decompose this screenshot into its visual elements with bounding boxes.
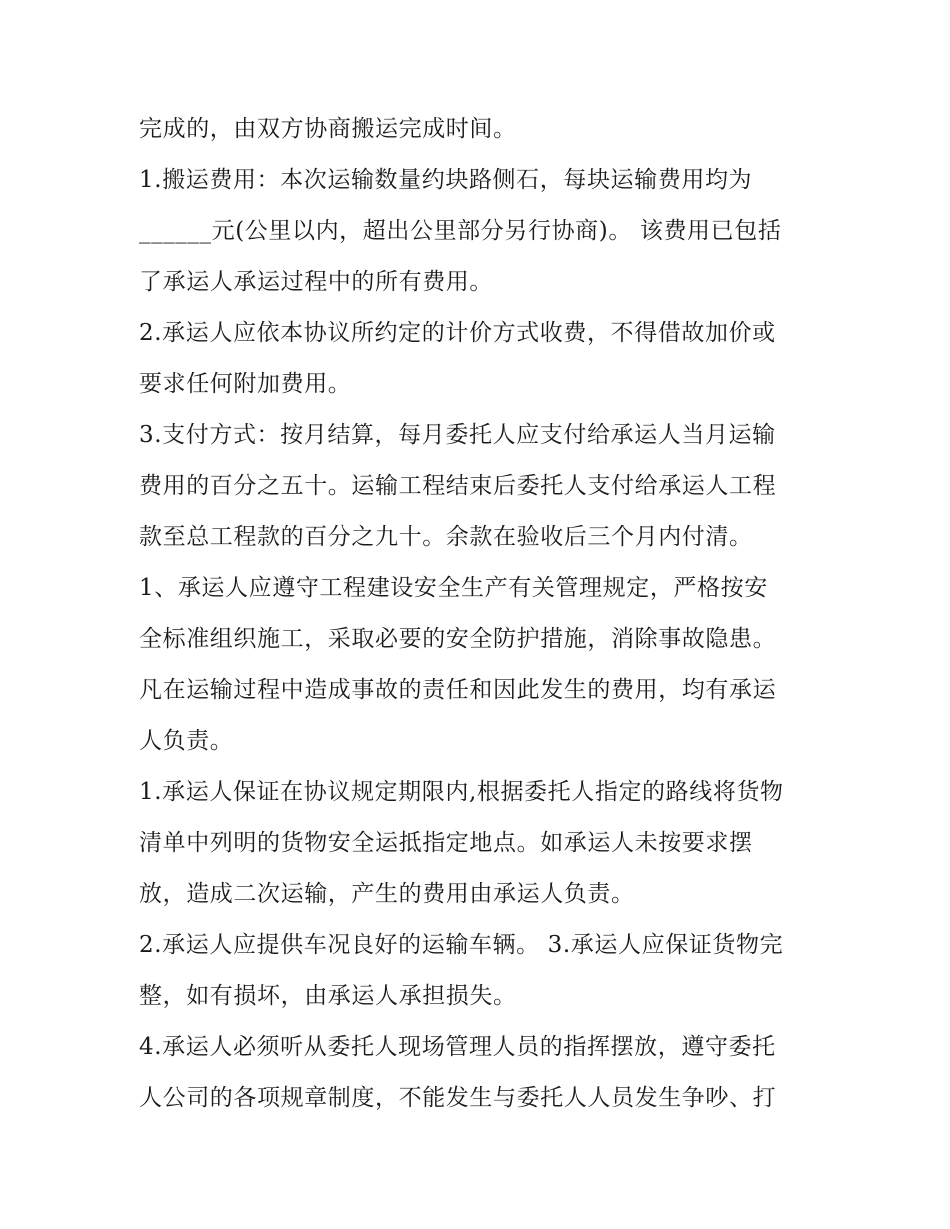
text-line: 了承运人承运过程中的所有费用。 xyxy=(139,269,493,295)
text-line: 1.承运人保证在协议规定期限内,根据委托人指定的路线将货物 xyxy=(139,779,784,805)
text-line: 4.承运人必须听从委托人现场管理人员的指挥摆放，遵守委托 xyxy=(139,1034,776,1060)
text-line: 人负责。 xyxy=(139,728,234,754)
text-line: 放，造成二次运输，产生的费用由承运人负责。 xyxy=(139,881,635,907)
text-line: 1.搬运费用：本次运输数量约块路侧石，每块运输费用均为 xyxy=(139,167,753,193)
text-line: 要求任何附加费用。 xyxy=(139,371,352,397)
text-line: 清单中列明的货物安全运抵指定地点。如承运人未按要求摆 xyxy=(139,830,753,856)
document-body xyxy=(139,104,819,1124)
text-line: 凡在运输过程中造成事故的责任和因此发生的费用，均有承运 xyxy=(139,677,777,703)
text-line: 整，如有损坏，由承运人承担损失。 xyxy=(139,983,517,1009)
text-line: 人公司的各项规章制度，不能发生与委托人人员发生争吵、打 xyxy=(139,1085,777,1111)
text-line: 完成的，由双方协商搬运完成时间。 xyxy=(139,116,517,142)
text-line: 2.承运人应提供车况良好的运输车辆。 3.承运人应保证货物完 xyxy=(139,932,784,958)
text-line: 3.支付方式：按月结算，每月委托人应支付给承运人当月运输 xyxy=(139,422,776,448)
text-line: 款至总工程款的百分之九十。余款在验收后三个月内付清。 xyxy=(139,524,753,550)
text-line: 费用的百分之五十。运输工程结束后委托人支付给承运人工程 xyxy=(139,473,777,499)
text-line: 全标准组织施工，采取必要的安全防护措施，消除事故隐患。 xyxy=(139,626,777,652)
text-line: 1、承运人应遵守工程建设安全生产有关管理规定，严格按安 xyxy=(139,575,768,601)
text-line: ______元(公里以内，超出公里部分另行协商)。 该费用已包括 xyxy=(139,218,782,244)
text-line: 2.承运人应依本协议所约定的计价方式收费，不得借故加价或 xyxy=(139,320,776,346)
